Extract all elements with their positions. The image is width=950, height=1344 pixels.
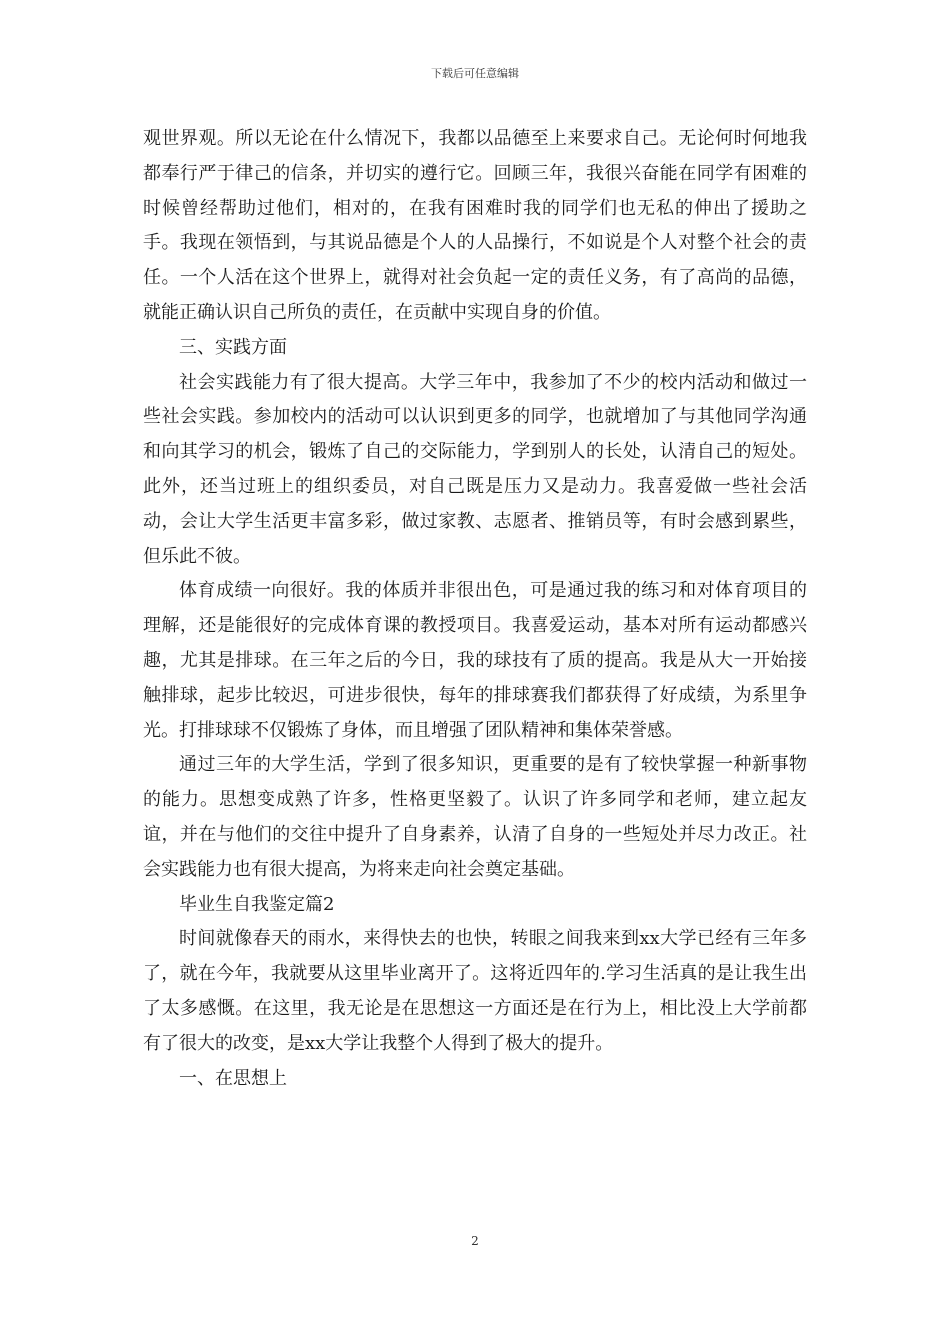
paragraph-summary: 通过三年的大学生活，学到了很多知识，更重要的是有了较快掌握一种新事物的能力。思想变成熟了许多，性格更坚毅了。认识了许多同学和老师，建立起友谊，并在与他们的交往中提升了自身素养，认清了自身的一些短处并尽力改正。社会实践能力也有很大提高，为将来走向社会奠定基础。 [143, 754, 807, 880]
paragraph-time-passes: 时间就像春天的雨水，来得快去的也快，转眼之间我来到xx大学已经有三年多了，就在今年，我就要从这里毕业离开了。这将近四年的.学习生活真的是让我生出了太多感慨。在这里，我无论是在思想这一方面还是在行为上，相比没上大学前都有了很大的改变，是xx大学让我整个人得到了极大的提升。 [143, 928, 807, 1054]
section-heading-thought: 一、在思想上 [179, 1067, 287, 1089]
section-heading-article-2: 毕业生自我鉴定篇2 [179, 893, 335, 915]
paragraph-worldview-continued: 观世界观。所以无论在什么情况下，我都以品德至上来要求自己。无论何时何地我都奉行严于律己的信条，并切实的遵行它。回顾三年，我很兴奋能在同学有困难的时候曾经帮助过他们，相对的，在我有困难时我的同学们也无私的伸出了援助之手。我现在领悟到，与其说品德是个人的人品操行，不如说是个人对整个社会的责任。一个人活在这个世界上，就得对社会负起一定的责任义务，有了高尚的品德，就能正确认识自己所负的责任，在贡献中实现自身的价值。 [143, 128, 807, 323]
page-number: 2 [471, 1234, 479, 1248]
page-header-note: 下载后可任意编辑 [431, 67, 519, 80]
paragraph-sports: 体育成绩一向很好。我的体质并非很出色，可是通过我的练习和对体育项目的理解，还是能很好的完成体育课的教授项目。我喜爱运动，基本对所有运动都感兴趣，尤其是排球。在三年之后的今日，我的球技有了质的提高。我是从大一开始接触排球，起步比较迟，可进步很快，每年的排球赛我们都获得了好成绩，为系里争光。打排球球不仅锻炼了身体，而且增强了团队精神和集体荣誉感。 [143, 580, 807, 741]
document-body [143, 122, 807, 1096]
paragraph-social-practice: 社会实践能力有了很大提高。大学三年中，我参加了不少的校内活动和做过一些社会实践。参加校内的活动可以认识到更多的同学，也就增加了与其他同学沟通和向其学习的机会，锻炼了自己的交际能力，学到别人的长处，认清自己的短处。此外，还当过班上的组织委员，对自己既是压力又是动力。我喜爱做一些社会活动，会让大学生活更丰富多彩，做过家教、志愿者、推销员等，有时会感到累些，但乐此不彼。 [143, 371, 807, 567]
section-heading-practice: 三、实践方面 [179, 336, 287, 358]
